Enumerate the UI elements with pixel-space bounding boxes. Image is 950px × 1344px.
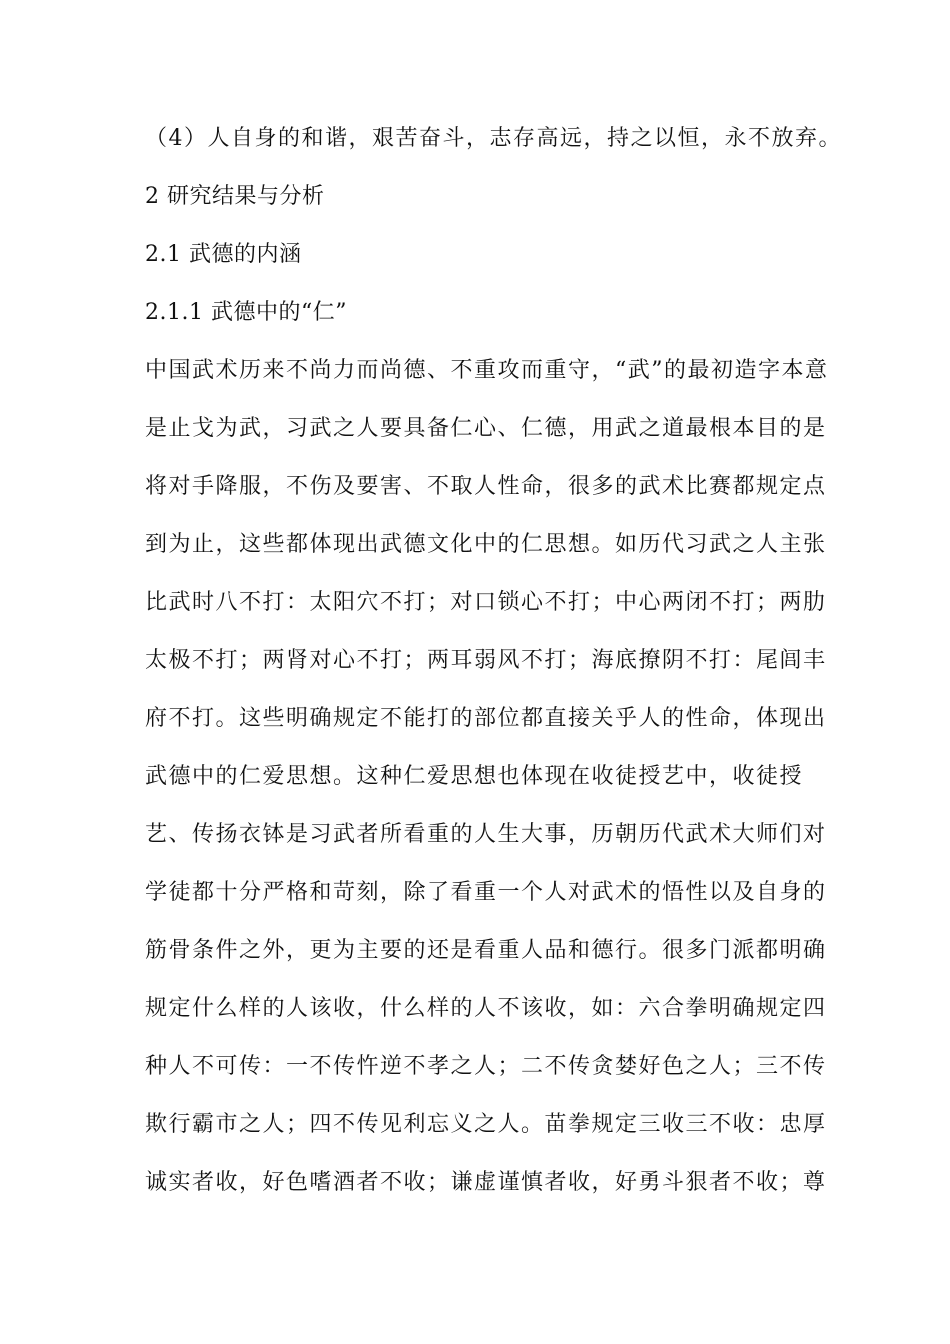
paragraph-line: 中国武术历来不尚力而尚德、不重攻而重守，“武”的最初造字本意: [145, 358, 829, 383]
paragraph-line: 艺、传扬衣钵是习武者所看重的人生大事，历朝历代武术大师们对: [145, 822, 827, 847]
subsection-heading: 2.1 武德的内涵: [145, 242, 302, 267]
paragraph-line: 将对手降服，不伤及要害、不取人性命，很多的武术比赛都规定点: [145, 474, 827, 499]
paragraph-line: 种人不可传：一不传忤逆不孝之人；二不传贪婪好色之人；三不传: [145, 1054, 827, 1079]
paragraph-line: 筋骨条件之外，更为主要的还是看重人品和德行。很多门派都明确: [145, 938, 827, 963]
paragraph-line: 府不打。这些明确规定不能打的部位都直接关乎人的性命，体现出: [145, 706, 827, 731]
paragraph-line: 武德中的仁爱思想。这种仁爱思想也体现在收徒授艺中，收徒授: [145, 764, 804, 789]
paragraph-line: 欺行霸市之人；四不传见利忘义之人。苗拳规定三收三不收：忠厚: [145, 1112, 827, 1137]
paragraph-line: 到为止，这些都体现出武德文化中的仁思想。如历代习武之人主张: [145, 532, 827, 557]
paragraph-line: 学徒都十分严格和苛刻，除了看重一个人对武术的悟性以及自身的: [145, 880, 827, 905]
paragraph-line: 诚实者收，好色嗜酒者不收；谦虚谨慎者收，好勇斗狠者不收；尊: [145, 1170, 827, 1195]
paragraph-line: 是止戈为武，习武之人要具备仁心、仁德，用武之道最根本目的是: [145, 416, 827, 441]
subsubsection-heading: 2.1.1 武德中的“仁”: [145, 300, 347, 325]
list-item-4: （4）人自身的和谐，艰苦奋斗，志存高远，持之以恒，永不放弃。: [145, 126, 842, 151]
paragraph-line: 规定什么样的人该收，什么样的人不该收，如：六合拳明确规定四: [145, 996, 827, 1021]
paragraph-line: 太极不打；两肾对心不打；两耳弱风不打；海底撩阴不打：尾闾丰: [145, 648, 827, 673]
section-heading: 2 研究结果与分析: [145, 184, 325, 209]
paragraph-line: 比武时八不打：太阳穴不打；对口锁心不打；中心两闭不打；两肋: [145, 590, 827, 615]
